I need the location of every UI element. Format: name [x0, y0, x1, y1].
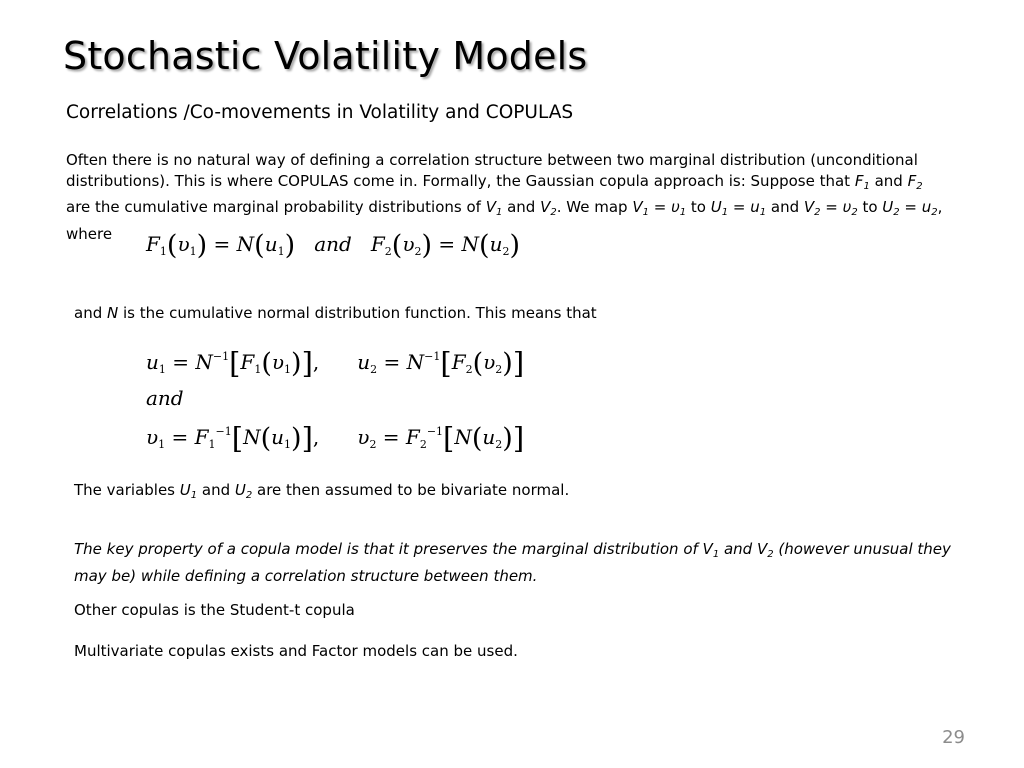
intro-text-3: . We map [556, 198, 633, 216]
normal-distribution-note: and N is the cumulative normal distribution function. This means that [74, 304, 597, 322]
var-F1: $F_1$ [854, 171, 870, 192]
var-V2: $V_2$ [540, 198, 557, 218]
copula-formula-marginals: $F_1(\upsilon_1) = N(u_1)$ and $F_2(\upsilon_2) = N(u_2)$ [146, 230, 521, 261]
bivariate-note: The variables $U_1$ and $U_2$ are then assumed to be bivariate normal. [74, 481, 570, 501]
intro-text-4: , where [66, 198, 943, 243]
intro-text-1: Often there is no natural way of defining a correlation structure between two marginal distribution (unconditional distributions). This is where COPULAS come in. Formally, the Gaussian copula approach is: Suppose that [66, 151, 918, 190]
other-copulas-note: Other copulas is the Student-t copula [74, 601, 355, 619]
multivariate-note: Multivariate copulas exists and Factor models can be used. [74, 642, 518, 660]
var-F2: $F_2$ [907, 171, 923, 192]
intro-paragraph: Often there is no natural way of defining a correlation structure between two marginal distribution (unconditional distributions). This is where COPULAS come in. Formally, the Gaussian copula approach is: Suppose that $F_1$ and $F_2$ are the cumulative marginal probability distributions of $V_1$ and $V_2$. We map $V_1 = \upsilon_1$ to $U_1 = u_1$ and $V_2 = \upsilon_2$ to $U_2 = u_2$, where [66, 151, 943, 243]
intro-text-2: are the cumulative marginal probability distributions of [66, 198, 486, 216]
slide-subtitle: Correlations /Co-movements in Volatility and COPULAS [66, 102, 574, 123]
formula-u-inverse: $u_1 = N^{-1}[F_1(\upsilon_1)]$, $u_2 = N^{-1}[F_2(\upsilon_2)]$ [146, 346, 525, 380]
formula-upsilon-inverse: $\upsilon_1 = F_1^{-1}[N(u_1)]$, $\upsilon_2 = F_2^{-1}[N(u_2)]$ [146, 421, 525, 455]
and-word: and [314, 232, 352, 256]
key-property-note: The key property of a copula model is that it preserves the marginal distribution of $V_1$ and $V_2$ (however unusual they may be) while defining a correlation structure between them. [74, 540, 951, 585]
page-number: 29 [942, 727, 965, 748]
and-word: and [146, 386, 184, 410]
var-V1: $V_1$ [485, 198, 503, 218]
slide-title: Stochastic Volatility Models [63, 34, 588, 78]
